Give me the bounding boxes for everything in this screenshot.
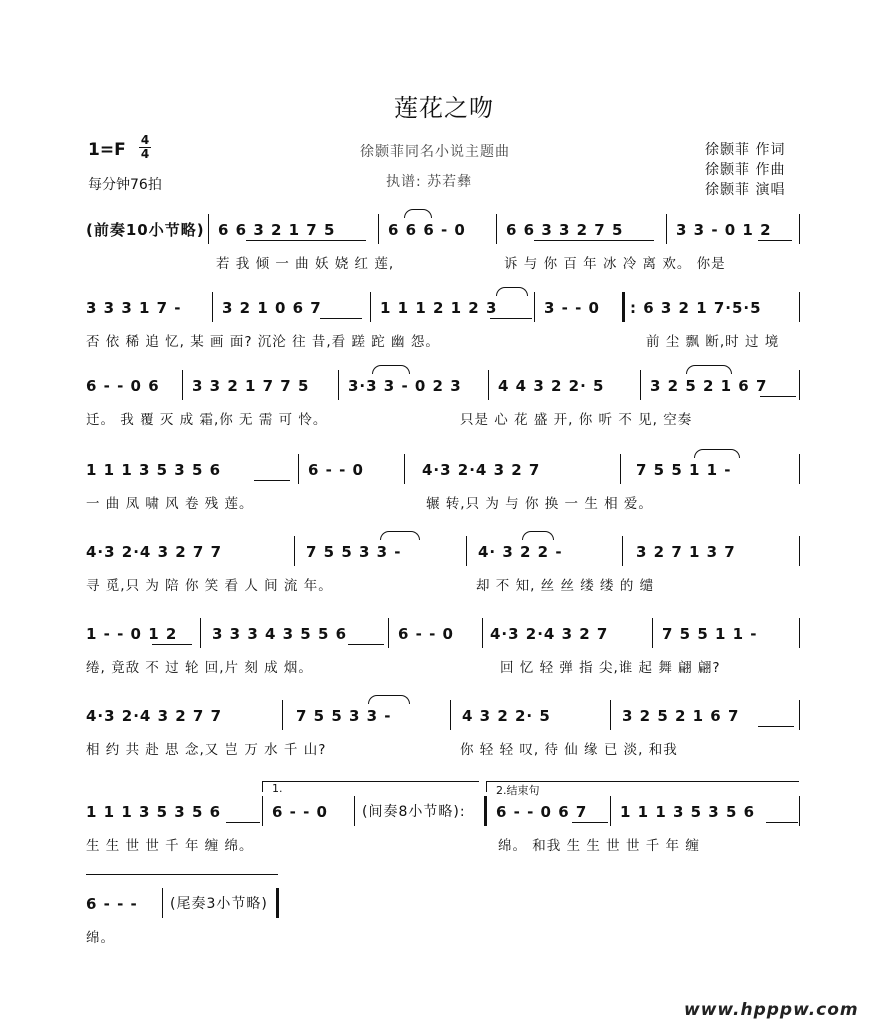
- barline: [262, 796, 263, 826]
- measure: (前奏10小节略): [86, 221, 205, 239]
- barline: [450, 700, 451, 730]
- lyric-segment: 相 约 共 赴 思 念,又 岂 万 水 千 山?: [86, 742, 327, 758]
- slur: [522, 531, 554, 540]
- barline: [182, 370, 183, 400]
- slur: [368, 695, 410, 704]
- barline: [496, 214, 497, 244]
- credit-composer: 徐颢菲 作曲: [705, 162, 786, 178]
- measure: (间奏8小节略):: [362, 804, 466, 820]
- measure: 4·3 2·4 3 2 7: [490, 625, 609, 643]
- repeat-barline: [484, 796, 487, 826]
- barline: [799, 454, 800, 484]
- barline: [338, 370, 339, 400]
- lyric-line: [86, 738, 800, 758]
- slur: [694, 449, 740, 458]
- volta-bracket-1: [262, 781, 479, 792]
- barline: [620, 454, 621, 484]
- measure: 1 1 1 3 5 3 5 6: [620, 803, 756, 821]
- notation-line: [86, 800, 800, 824]
- lyric-segment: 诉 与 你 百 年 冰 冷 离 欢。 你是: [504, 256, 726, 272]
- lyric-line: [86, 834, 800, 854]
- credit-singer: 徐颢菲 演唱: [705, 182, 786, 198]
- lyric-line: [86, 492, 800, 512]
- volta-bracket-end: [86, 874, 278, 885]
- barline: [200, 618, 201, 648]
- lyric-segment: 若 我 倾 一 曲 妖 娆 红 莲,: [216, 256, 395, 272]
- measure: 6 - - 0: [308, 461, 364, 479]
- lyric-line: [86, 574, 800, 594]
- beam: [572, 822, 608, 823]
- barline: [298, 454, 299, 484]
- beam: [320, 318, 362, 319]
- measure: 1 - - 0 1 2: [86, 625, 178, 643]
- barline: [282, 700, 283, 730]
- lyric-segment: 寻 觅,只 为 陪 你 笑 看 人 间 流 年。: [86, 578, 333, 594]
- slur: [380, 531, 420, 540]
- lyric-segment: 辗 转,只 为 与 你 换 一 生 相 爱。: [426, 496, 653, 512]
- slur: [404, 209, 432, 218]
- measure: 3 - - 0: [544, 299, 600, 317]
- barline: [488, 370, 489, 400]
- beam: [246, 240, 366, 241]
- notation-line: [86, 540, 800, 564]
- barline: [799, 700, 800, 730]
- measure: 3 2 5 2 1 6 7: [650, 377, 768, 395]
- repeat-barline: [622, 292, 625, 322]
- beam: [348, 644, 384, 645]
- measure: 4· 3 2 2 -: [478, 543, 563, 561]
- notation-line: [86, 704, 800, 728]
- measure: 3·3 3 - 0 2 3: [348, 377, 462, 395]
- time-numerator: 4: [140, 133, 150, 147]
- measure: 1 1 1 3 5 3 5 6: [86, 461, 222, 479]
- volta-label-1: 1.: [272, 782, 283, 795]
- barline: [534, 292, 535, 322]
- measure: 3 2 7 1 3 7: [636, 543, 736, 561]
- notation-line: [86, 458, 800, 482]
- barline: [610, 700, 611, 730]
- barline: [212, 292, 213, 322]
- barline: [610, 796, 611, 826]
- barline: [466, 536, 467, 566]
- slur: [372, 365, 410, 374]
- slur: [686, 365, 732, 374]
- beam: [490, 318, 532, 319]
- measure: 6 6 3 3 2 7 5: [506, 221, 624, 239]
- measure: 3 3 2 1 7 7 5: [192, 377, 310, 395]
- beam: [152, 644, 192, 645]
- lyric-segment: 却 不 知, 丝 丝 缕 缕 的 缱: [476, 578, 655, 594]
- lyric-segment: 绻, 竟敌 不 过 轮 回,片 刻 成 烟。: [86, 660, 313, 676]
- measure: 4·3 2·4 3 2 7 7: [86, 543, 223, 561]
- lyric-segment: 你 轻 轻 叹, 待 仙 缘 已 淡, 和我: [460, 742, 678, 758]
- measure: 6 - - 0: [398, 625, 454, 643]
- transcriber: 执谱: 苏若彝: [386, 174, 473, 190]
- volta-label-2: 2.结束句: [496, 784, 540, 797]
- lyric-line: [86, 252, 800, 272]
- beam: [758, 726, 794, 727]
- subtitle: 徐颢菲同名小说主题曲: [360, 144, 510, 160]
- barline: [799, 214, 800, 244]
- notation-line: [86, 296, 800, 320]
- tempo-marking: 每分钟76拍: [88, 177, 162, 193]
- barline: [799, 292, 800, 322]
- lyric-line: [86, 926, 800, 946]
- measure: 4 4 3 2 2· 5: [498, 377, 605, 395]
- key-signature: 1=F: [88, 140, 126, 160]
- notation-line: [86, 622, 800, 646]
- barline: [799, 536, 800, 566]
- lyric-segment: 否 依 稀 追 忆, 某 画 面? 沉沦 往 昔,看 蹉 跎 幽 怨。: [86, 334, 440, 350]
- beam: [534, 240, 654, 241]
- lyric-segment: 迁。 我 覆 灭 成 霜,你 无 需 可 怜。: [86, 412, 328, 428]
- measure: 6 6 3 2 1 7 5: [218, 221, 336, 239]
- barline: [799, 370, 800, 400]
- barline: [799, 618, 800, 648]
- measure: 4·3 2·4 3 2 7 7: [86, 707, 223, 725]
- beam: [254, 480, 290, 481]
- beam: [766, 822, 798, 823]
- measure: : 6 3 2 1 7·5·5: [630, 299, 762, 317]
- measure: 6 6 6 - 0: [388, 221, 466, 239]
- barline: [622, 536, 623, 566]
- lyric-segment: 一 曲 凤 啸 风 卷 残 莲。: [86, 496, 254, 512]
- barline: [404, 454, 405, 484]
- lyric-line: [86, 656, 800, 676]
- measure: 3 3 3 1 7 -: [86, 299, 182, 317]
- credit-lyricist: 徐颢菲 作词: [705, 142, 786, 158]
- song-title: 莲花之吻: [394, 94, 494, 122]
- watermark: www.hpppw.com: [684, 1000, 859, 1020]
- lyric-segment: 生 生 世 世 千 年 缠 绵。: [86, 838, 254, 854]
- measure: 6 - - -: [86, 895, 138, 913]
- measure: 6 - - 0: [272, 803, 328, 821]
- measure: 3 2 5 2 1 6 7: [622, 707, 740, 725]
- beam: [758, 240, 792, 241]
- slur: [496, 287, 528, 296]
- notation-line: [86, 218, 800, 242]
- measure: 4 3 2 2· 5: [462, 707, 551, 725]
- barline: [388, 618, 389, 648]
- measure: 1 1 1 2 1 2 3: [380, 299, 498, 317]
- lyric-segment: 绵。 和我 生 生 世 世 千 年 缠: [498, 838, 700, 854]
- barline: [162, 888, 163, 918]
- barline: [799, 796, 800, 826]
- lyric-segment: 回 忆 轻 弹 指 尖,谁 起 舞 翩 翩?: [500, 660, 721, 676]
- lyric-line: [86, 408, 800, 428]
- barline: [666, 214, 667, 244]
- lyric-segment: 前 尘 飘 断,时 过 境: [646, 334, 780, 350]
- beam: [760, 396, 796, 397]
- barline: [370, 292, 371, 322]
- barline: [208, 214, 209, 244]
- measure: 1 1 1 3 5 3 5 6: [86, 803, 222, 821]
- measure: 7 5 5 1 1 -: [662, 625, 758, 643]
- lyric-line: [86, 330, 800, 350]
- measure: 3 3 3 4 3 5 5 6: [212, 625, 348, 643]
- notation-line: [86, 892, 800, 916]
- time-signature: [138, 134, 152, 161]
- measure: (尾奏3小节略): [170, 896, 268, 912]
- beam: [226, 822, 260, 823]
- measure: 3 2 1 0 6 7: [222, 299, 322, 317]
- time-denominator: 4: [140, 147, 150, 161]
- measure: 3 3 - 0 1 2: [676, 221, 772, 239]
- barline: [378, 214, 379, 244]
- measure: 6 - - 0 6 7: [496, 803, 588, 821]
- measure: 7 5 5 3 3 -: [296, 707, 392, 725]
- barline: [294, 536, 295, 566]
- final-barline: [276, 888, 279, 918]
- measure: 7 5 5 1 1 -: [636, 461, 732, 479]
- barline: [652, 618, 653, 648]
- measure: 7 5 5 3 3 -: [306, 543, 402, 561]
- lyric-segment: 绵。: [86, 930, 115, 946]
- barline: [354, 796, 355, 826]
- notation-line: [86, 374, 800, 398]
- measure: 4·3 2·4 3 2 7: [422, 461, 541, 479]
- barline: [482, 618, 483, 648]
- measure: 6 - - 0 6: [86, 377, 160, 395]
- lyric-segment: 只是 心 花 盛 开, 你 听 不 见, 空奏: [460, 412, 693, 428]
- barline: [640, 370, 641, 400]
